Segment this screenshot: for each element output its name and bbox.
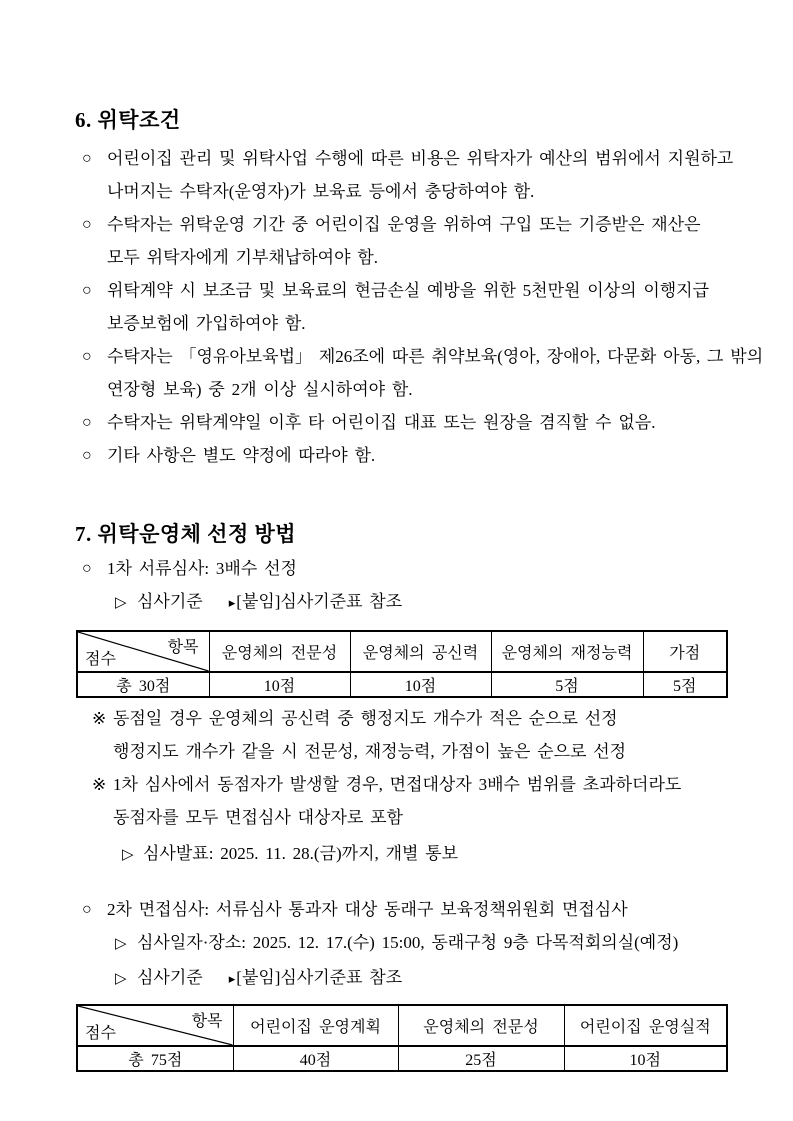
list-item-line: 수탁자는 「영유아보육법」 제26조에 따른 취약보육(영아, 장애아, 다문화 아동, 그 밖의 (107, 347, 764, 366)
table-header-cell: 운영체의 공신력 (350, 631, 491, 672)
note-line: 동점자를 모두 면접심사 대상자로 포함 (113, 808, 403, 827)
circle-bullet: ○ (82, 414, 92, 431)
small-arrow-icon: ▸ (228, 971, 236, 986)
small-arrow-icon: ▸ (228, 595, 236, 610)
table-header-row (77, 1005, 727, 1046)
table-corner-cell (77, 631, 209, 672)
round2-criteria-line (75, 961, 730, 996)
circle-bullet: ○ (82, 150, 92, 167)
criteria-ref: [붙임]심사기준표 참조 (236, 592, 403, 611)
list-item (75, 439, 730, 472)
list-item-line: 수탁자는 위탁운영 기간 중 어린이집 운영을 위하여 구입 또는 기증받은 재산은 (107, 215, 701, 234)
table-cell: 5점 (643, 672, 727, 697)
list-item-line: 나머지는 수탁자(운영자)가 보육료 등에서 충당하여야 함. (107, 182, 535, 201)
table-cell: 10점 (350, 672, 491, 697)
list-item-line: 보증보험에 가입하여야 함. (107, 314, 306, 333)
reference-mark: ※ (92, 709, 107, 728)
table-header-row (77, 631, 727, 672)
table-header-cell: 운영체의 전문성 (209, 631, 350, 672)
note-line: 행정지도 개수가 같을 시 전문성, 재정능력, 가점이 높은 순으로 선정 (113, 742, 627, 761)
table-header-cell: 가점 (643, 631, 727, 672)
round2-score-table (76, 1004, 728, 1072)
round2-schedule-line (75, 926, 730, 961)
circle-bullet: ○ (82, 216, 92, 233)
round2-block (75, 893, 730, 996)
table-cell: 10점 (209, 672, 350, 697)
list-item (75, 340, 764, 406)
round1-title-item (75, 552, 730, 585)
circle-bullet: ○ (82, 348, 92, 365)
circle-bullet: ○ (82, 447, 92, 464)
list-item (75, 142, 734, 208)
list-item-line: 어린이집 관리 및 위탁사업 수행에 따른 비용은 위탁자가 예산의 범위에서 지원하고 (107, 149, 734, 168)
round2-title: 2차 면접심사: 서류심사 통과자 대상 동래구 보육정책위원회 면접심사 (107, 900, 628, 919)
note-item (75, 768, 730, 834)
notes-block (75, 702, 730, 872)
table-data-row (77, 672, 727, 697)
section-7-heading: 7. 위탁운영체 선정 방법 (75, 522, 297, 546)
table-cell: 25점 (398, 1046, 564, 1071)
triangle-bullet: ▷ (115, 971, 127, 987)
circle-bullet: ○ (82, 560, 92, 577)
triangle-bullet: ▷ (115, 936, 127, 952)
table-cell: 5점 (491, 672, 643, 697)
circle-bullet: ○ (82, 282, 92, 299)
table-data-row (77, 1046, 727, 1071)
criteria-label: 심사기준 (137, 592, 203, 611)
note-line: 동점일 경우 운영체의 공신력 중 행정지도 개수가 적은 순으로 선정 (113, 709, 618, 728)
table-header-cell: 어린이집 운영계획 (233, 1005, 398, 1046)
table-corner-cell (77, 1005, 233, 1046)
criteria-ref: [붙임]심사기준표 참조 (236, 968, 403, 987)
criteria-label: 심사기준 (137, 968, 203, 987)
round1-criteria-line (75, 585, 730, 620)
table-cell: 총 30점 (77, 672, 209, 697)
table-cell: 총 75점 (77, 1046, 233, 1071)
section-6-list (75, 142, 764, 472)
list-item-line: 수탁자는 위탁계약일 이후 타 어린이집 대표 또는 원장을 겸직할 수 없음. (107, 413, 656, 432)
list-item-line: 연장형 보육) 중 2개 이상 실시하여야 함. (107, 380, 413, 399)
list-item-line: 위탁계약 시 보조금 및 보육료의 현금손실 예방을 위한 5천만원 이상의 이행지급 (107, 281, 710, 300)
table-cell: 40점 (233, 1046, 398, 1071)
round1-score-table (76, 630, 728, 698)
list-item (75, 406, 730, 439)
triangle-bullet: ▷ (115, 595, 127, 611)
note-line: 1차 심사에서 동점자가 발생할 경우, 면접대상자 3배수 범위를 초과하더라도 (113, 775, 682, 794)
round2-title-item (75, 893, 730, 926)
circle-bullet: ○ (82, 901, 92, 918)
announcement-line (75, 837, 730, 872)
list-item (75, 208, 730, 274)
corner-label-score: 점수 (85, 651, 116, 668)
list-item-line: 모두 위탁자에게 기부채납하여야 함. (107, 248, 378, 267)
table-header-cell: 운영체의 재정능력 (491, 631, 643, 672)
reference-mark: ※ (92, 775, 107, 794)
table-cell: 10점 (564, 1046, 727, 1071)
corner-label-item: 항목 (191, 1013, 223, 1030)
list-item-line: 기타 사항은 별도 약정에 따라야 함. (107, 446, 376, 465)
round1-title: 1차 서류심사: 3배수 선정 (107, 559, 297, 578)
corner-label-score: 점수 (85, 1025, 116, 1042)
schedule-text: 심사일자·장소: 2025. 12. 17.(수) 15:00, 동래구청 9층 다목적회의실(예정) (137, 933, 679, 952)
corner-label-item: 항목 (167, 639, 199, 656)
note-item (75, 702, 730, 768)
announcement-text: 심사발표: 2025. 11. 28.(금)까지, 개별 통보 (143, 844, 459, 863)
triangle-bullet: ▷ (122, 847, 134, 863)
section-6-heading: 6. 위탁조건 (75, 108, 181, 132)
list-item (75, 274, 730, 340)
document-content (75, 0, 764, 1072)
table-header-cell: 어린이집 운영실적 (564, 1005, 727, 1046)
table-header-cell: 운영체의 전문성 (398, 1005, 564, 1046)
